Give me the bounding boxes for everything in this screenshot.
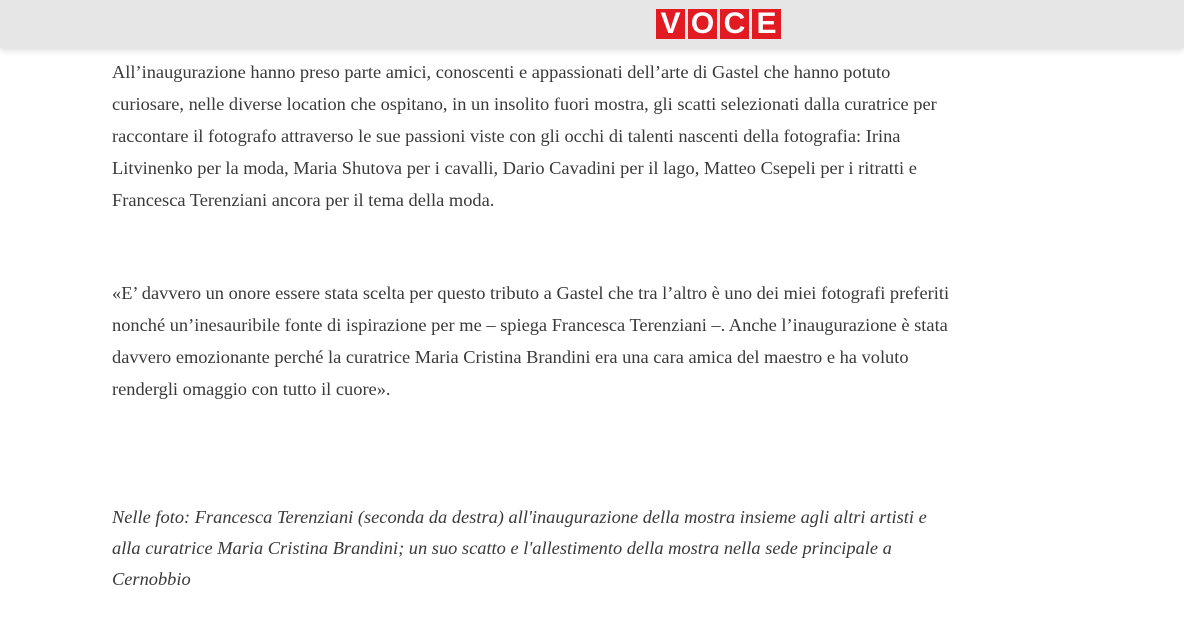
- logo-letter-o: O: [688, 9, 717, 39]
- logo-letter-c: C: [720, 9, 749, 39]
- logo-letter-e: E: [752, 9, 781, 39]
- voce-logo[interactable]: [656, 9, 781, 39]
- logo-letter-v: V: [656, 9, 685, 39]
- article-paragraph-1: All’inaugurazione hanno preso parte amici, conoscenti e appassionati dell’arte di Gastel che hanno potuto curiosare, nelle diverse location che ospitano, in un insolito fuori mostra, gli scatti selezionati dalla curatrice per raccontare il fotografo attraverso le sue passioni viste con gli occhi di talenti nascenti della fotografia: Irina Litvinenko per la moda, Maria Shutova per i cavalli, Dario Cavadini per il lago, Matteo Csepeli per i ritratti e Francesca Terenziani ancora per il tema della moda.: [112, 62, 937, 210]
- article-paragraph-2-quote: «E’ davvero un onore essere stata scelta per questo tributo a Gastel che tra l’altro è uno dei miei fotografi preferiti nonché un’inesauribile fonte di ispirazione per me – spiega Francesca Terenziani –. Anche l’inaugurazione è stata davvero emozionante perché la curatrice Maria Cristina Brandini era una cara amica del maestro e ha voluto rendergli omaggio con tutto il cuore».: [112, 283, 950, 399]
- site-header: [0, 0, 1184, 48]
- photo-caption: Nelle foto: Francesca Terenziani (seconda da destra) all'inaugurazione della mostra insieme agli altri artisti e alla curatrice Maria Cristina Brandini; un suo scatto e l'allestimento della mostra nella sede principale a Cernobbio: [112, 507, 927, 589]
